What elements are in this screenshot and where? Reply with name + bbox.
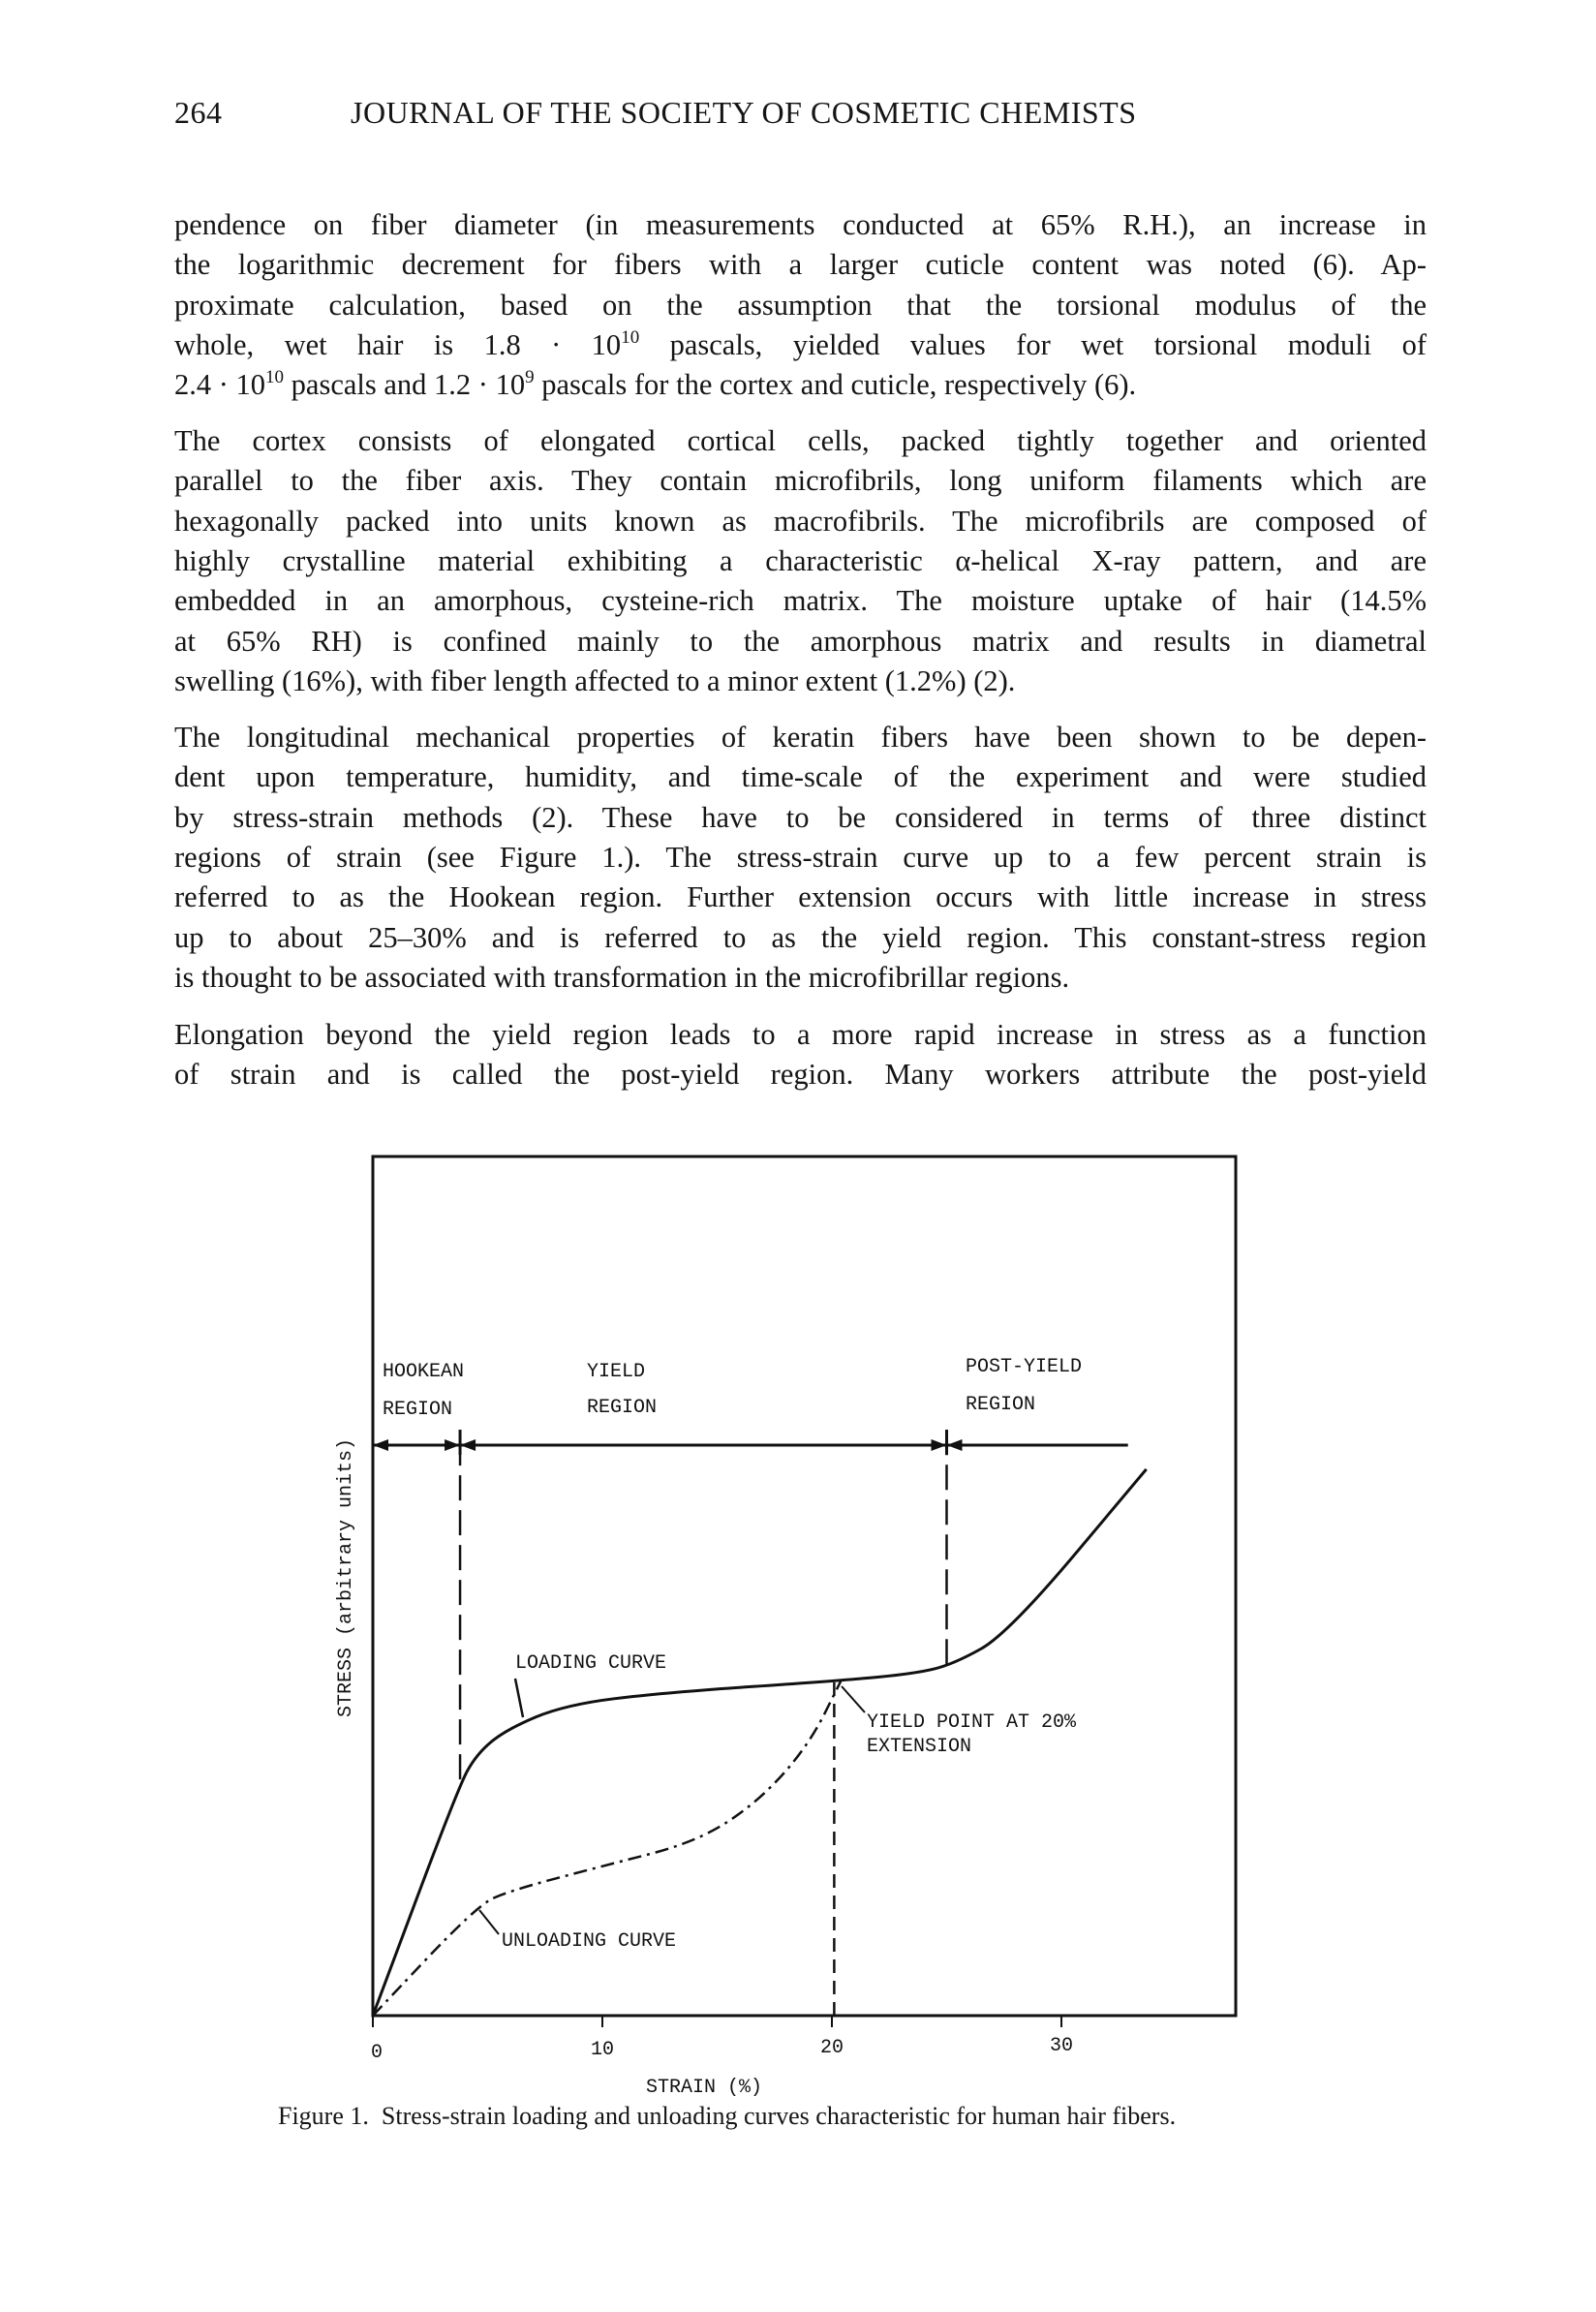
unloading-curve — [373, 1680, 841, 2016]
text-line: the logarithmic decrement for fibers with a larger cuticle content was noted (6). Ap- — [174, 248, 1427, 282]
region-arrowhead — [373, 1439, 388, 1451]
figure-caption — [278, 2102, 1176, 2131]
text-line: referred to as the Hookean region. Further extension occurs with little increase in stress — [174, 880, 1427, 914]
text-line: up to about 25–30% and is referred to as the yield region. This constant-stress region — [174, 920, 1427, 954]
x-tick-label: 30 — [1049, 2035, 1074, 2057]
loading-leader — [515, 1679, 523, 1717]
page-number: 264 — [174, 95, 223, 130]
region-arrowhead — [932, 1439, 947, 1451]
text-line: whole, wet hair is $1.8 \cdot 10^{10}$ pascals, yielded values for wet torsional moduli of — [174, 326, 1427, 361]
text-line: is thought to be associated with transformation in the microfibrillar regions. — [174, 960, 1070, 994]
x-tick-label: 20 — [819, 2037, 844, 2059]
text-line: dent upon temperature, humidity, and time-scale of the experiment and were studied — [174, 760, 1427, 794]
annotation-yield-point: YIELD POINT AT 20% — [867, 1711, 1077, 1734]
text-line: swelling (16%), with fiber length affected to a minor extent (1.2%) (2). — [174, 663, 1016, 697]
x-tick-label: 10 — [590, 2039, 615, 2061]
region-label-post-yield: POST-YIELD — [966, 1356, 1083, 1378]
unloading-leader — [479, 1910, 499, 1934]
yield-leader — [842, 1686, 865, 1712]
text-line: regions of strain (see Figure 1.). The stress-strain curve up to a few percent strain is — [174, 840, 1427, 874]
text-line: The longitudinal mechanical properties of keratin fibers have been shown to be depen- — [174, 721, 1427, 754]
text-line: Elongation beyond the yield region leads to a more rapid increase in stress as a function — [174, 1018, 1427, 1051]
text-line: at 65% RH) is confined mainly to the amorphous matrix and results in diametral — [174, 624, 1427, 658]
region-label-hookean-2: REGION — [383, 1399, 453, 1421]
text-line: $2.4 \cdot 10^{10}$ pascals and $1.2 \cdot 10^9$ pascals for the cortex and cuticle, respectively (6). — [174, 367, 1137, 402]
plot-frame — [373, 1156, 1236, 2016]
running-header: JOURNAL OF THE SOCIETY OF COSMETIC CHEMISTS — [351, 95, 1137, 130]
loading-curve — [373, 1469, 1147, 2016]
text-line: of strain and is called the post-yield region. Many workers attribute the post-yield — [174, 1058, 1427, 1092]
region-label-yield: YIELD — [587, 1361, 646, 1383]
annotation-loading-curve: LOADING CURVE — [515, 1652, 667, 1675]
region-label-hookean: HOOKEAN — [383, 1361, 465, 1383]
y-axis-label: STRESS (arbitrary units) — [335, 1437, 357, 1718]
annotation-unloading-curve: UNLOADING CURVE — [502, 1930, 677, 1953]
caption-label: Figure 1. — [278, 2102, 369, 2130]
text-line: parallel to the fiber axis. They contain microfibrils, long uniform filaments which are — [174, 464, 1427, 498]
region-arrowhead — [445, 1439, 460, 1451]
text-line: embedded in an amorphous, cysteine-rich matrix. The moisture uptake of hair (14.5% — [174, 584, 1427, 618]
region-label-post-yield-2: REGION — [966, 1394, 1036, 1416]
x-tick-label: 0 — [370, 2042, 384, 2064]
text-line: hexagonally packed into units known as macrofibrils. The microfibrils are composed of — [174, 504, 1427, 538]
region-arrowhead — [947, 1439, 963, 1451]
annotation-yield-point-2: EXTENSION — [867, 1736, 972, 1758]
caption-text: Stress-strain loading and unloading curves characteristic for human hair fibers. — [381, 2102, 1177, 2130]
region-label-yield-2: REGION — [587, 1397, 658, 1419]
text-line: pendence on fiber diameter (in measurements conducted at 65% R.H.), an increase in — [174, 208, 1427, 241]
text-line: The cortex consists of elongated cortical cells, packed tightly together and oriented — [174, 424, 1427, 457]
region-arrowhead — [460, 1439, 476, 1451]
x-axis-label: STRAIN (%) — [645, 2077, 763, 2099]
text-line: by stress-strain methods (2). These have to be considered in terms of three distinct — [174, 800, 1427, 834]
text-line: proximate calculation, based on the assumption that the torsional modulus of the — [174, 288, 1427, 322]
text-line: highly crystalline material exhibiting a characteristic α-helical X-ray pattern, and are — [174, 543, 1427, 577]
